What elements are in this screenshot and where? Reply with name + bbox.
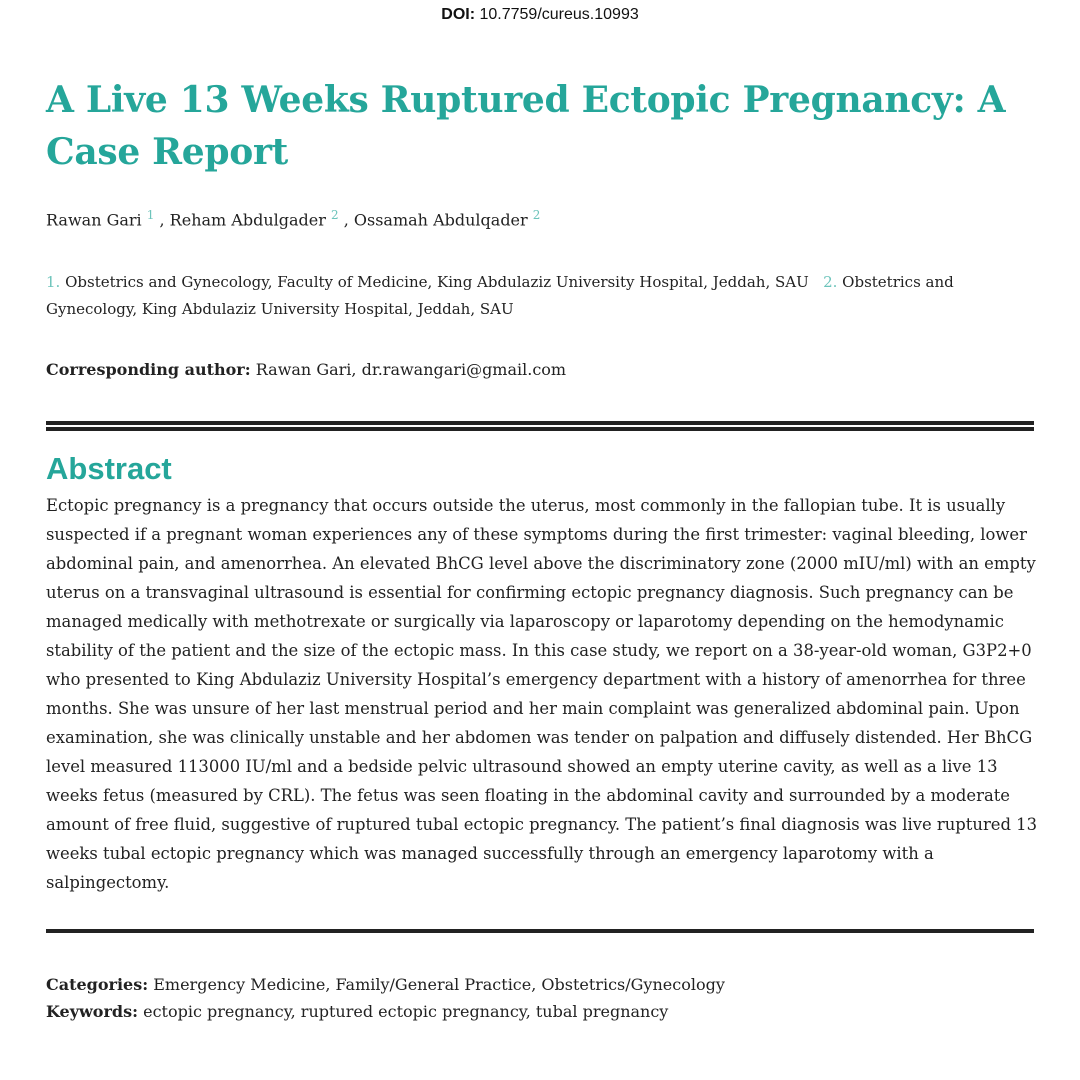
author-name: Rawan Gari <box>46 210 142 230</box>
abstract-text: Ectopic pregnancy is a pregnancy that occurs outside the uterus, most commonly in the fallopian tube. It is usually suspected if a pregnant woman experiences any of these symptoms during the first trimester: vaginal bleeding, lower abdominal pain, and amenorrhea. An elevated BhCG level above the discriminatory zone (2000 mIU/ml) with an empty uterus on a transvaginal ultrasound is essential for confirming ectopic pregnancy diagnosis. Such pregnancy can be managed medically with methotrexate or surgically via laparoscopy or laparotomy depending on the hemodynamic stability of the patient and the size of the ectopic mass. In this case study, we report on a 38-year-old woman, G3P2+0 who presented to King Abdulaziz University Hospital’s emergency department with a history of amenorrhea for three months. She was unsure of her last menstrual period and her main complaint was generalized abdominal pain. Upon examination, she was clinically unstable and her abdomen was tender on palpation and diffusely distended. Her BhCG level measured 113000 IU/ml and a bedside pelvic ultrasound showed an empty uterine cavity, as well as a live 13 weeks fetus (measured by CRL). The fetus was seen floating in the abdominal cavity and surrounded by a moderate amount of free fluid, suggestive of ruptured tubal ectopic pregnancy. The patient’s final diagnosis was live ruptured 13 weeks tubal ectopic pregnancy which was managed successfully through an emergency laparotomy with a salpingectomy. <box>46 496 1038 893</box>
doi-value: 10.7759/cureus.10993 <box>475 6 639 23</box>
author-list <box>46 204 1036 231</box>
article-header <box>46 74 1036 1025</box>
author-name: Ossamah Abdulqader <box>353 210 528 230</box>
abstract-heading: Abstract <box>46 451 172 487</box>
corresponding-author-label: Corresponding author: <box>46 360 251 380</box>
author-affiliation-marker: 2 <box>532 208 541 222</box>
affiliation-text: Obstetrics and Gynecology, Faculty of Medicine, King Abdulaziz University Hospital, Jeddah, SAU <box>65 273 809 292</box>
keywords-value: ectopic pregnancy, ruptured ectopic pregnancy, tubal pregnancy <box>143 1002 669 1022</box>
section-divider <box>46 929 1034 933</box>
author-affiliation-marker: 1 <box>146 208 155 222</box>
author-affiliation-marker: 2 <box>330 208 339 222</box>
author-separator: , <box>343 210 354 230</box>
author-separator: , <box>159 210 170 230</box>
categories-label: Categories: <box>46 975 149 995</box>
keywords-label: Keywords: <box>46 1002 139 1022</box>
categories-value: Emergency Medicine, Family/General Practice, Obstetrics/Gynecology <box>153 975 725 995</box>
categories-line <box>46 971 1036 998</box>
corresponding-author-value: Rawan Gari, dr.rawangari@gmail.com <box>255 360 567 380</box>
affiliation-text: Obstetrics and Gynecology, King Abdulaziz University Hospital, Jeddah, SAU <box>46 273 954 319</box>
author-name: Reham Abdulgader <box>169 210 326 230</box>
corresponding-author <box>46 359 1036 381</box>
keywords-line <box>46 998 1036 1025</box>
section-divider-double <box>46 421 1034 431</box>
affiliation-list <box>46 269 1036 323</box>
affiliation-number: 2. <box>823 273 838 292</box>
article-title: A Live 13 Weeks Ruptured Ectopic Pregnancy: A Case Report <box>46 79 1006 173</box>
doi-label: DOI: <box>441 6 476 23</box>
metadata-block <box>46 971 1036 1025</box>
doi-line <box>0 6 1080 24</box>
affiliation-number: 1. <box>46 273 61 292</box>
